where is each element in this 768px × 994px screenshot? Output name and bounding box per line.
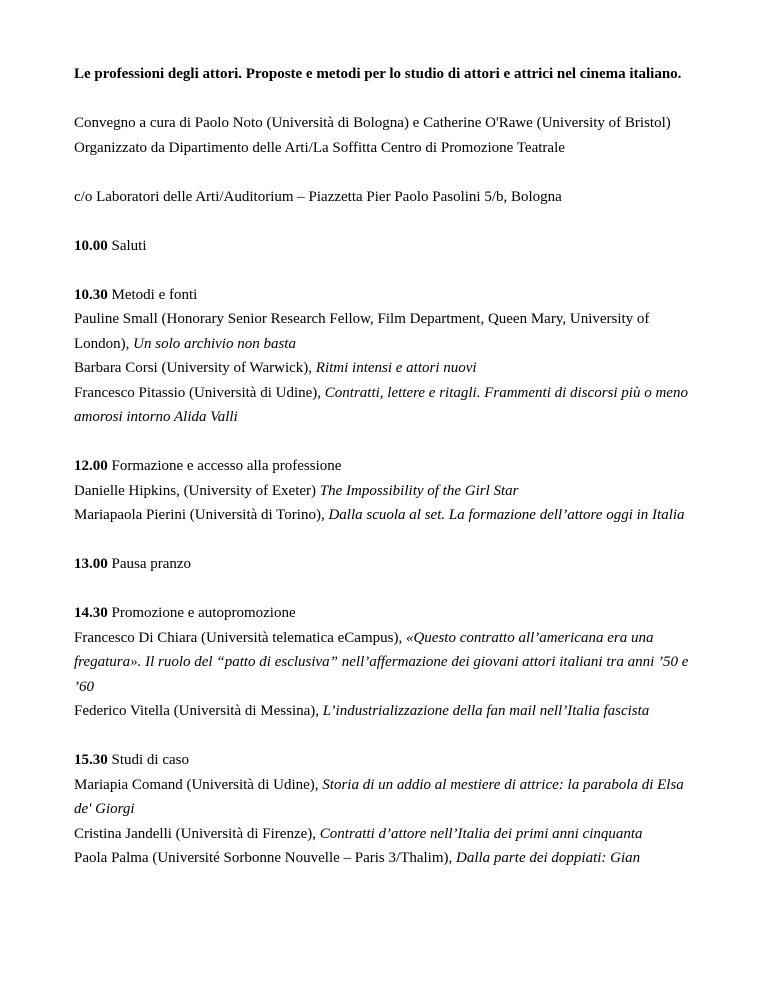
talk-speaker: Federico Vitella (Università di Messina),	[74, 703, 323, 719]
talk-speaker: Mariapia Comand (Università di Udine),	[74, 776, 323, 793]
talk-speaker: Pauline Small (Honorary Senior Research Fellow, Film Department, Queen Mary, University of London),	[74, 311, 650, 352]
talk-title: «Questo contratto all’americana era una fregatura». Il ruolo del “patto di esclusiva” nell’affermazione dei giovani attori italiani tra anni ’50 e ’60	[74, 629, 689, 695]
organizer-line: Convegno a cura di Paolo Noto (Università di Bologna) e Catherine O'Rawe (University of Bristol)	[74, 115, 671, 131]
talk-title: Un solo archivio non basta	[133, 335, 296, 352]
session-heading	[74, 454, 694, 479]
session-time: 10.00	[74, 237, 108, 254]
talk-speaker: Francesco Pitassio (Università di Udine),	[74, 384, 325, 401]
talk-speaker: Danielle Hipkins, (University of Exeter)	[74, 482, 320, 499]
session-label: Saluti	[107, 237, 147, 254]
session-heading	[74, 601, 694, 626]
talk-entry	[74, 773, 694, 822]
session-label: Studi di caso	[107, 752, 189, 768]
talk-title: Storia di un addio al mestiere di attrice: la parabola di Elsa de' Giorgi	[74, 776, 684, 817]
document-title: Le professioni degli attori. Proposte e metodi per lo studio di attori e attrici nel cinema italiano.	[74, 66, 682, 82]
session-time: 10.30	[74, 286, 108, 303]
talk-entry	[74, 356, 694, 381]
talk-title: The Impossibility of the Girl Star	[319, 482, 519, 499]
talk-title: Dalla parte dei doppiati: Gian	[456, 850, 641, 866]
session-heading	[74, 283, 694, 308]
talk-speaker: Cristina Jandelli (Università di Firenze),	[74, 825, 320, 842]
talk-speaker: Barbara Corsi (University of Warwick),	[74, 360, 316, 376]
talk-speaker: Paola Palma (Université Sorbonne Nouvelle – Paris 3/Thalim),	[74, 850, 457, 866]
talk-entry	[74, 307, 694, 356]
talk-speaker: Francesco Di Chiara (Università telematica eCampus),	[74, 629, 406, 646]
session-heading	[74, 234, 694, 259]
session-time: 12.00	[74, 458, 108, 474]
venue-line: c/o Laboratori delle Arti/Auditorium – Piazzetta Pier Paolo Pasolini 5/b, Bologna	[74, 188, 562, 205]
session-time: 15.30	[74, 752, 108, 768]
talk-title: Ritmi intensi e attori nuovi	[315, 360, 477, 376]
talk-entry	[74, 381, 694, 430]
talk-entry	[74, 479, 694, 504]
talk-entry	[74, 846, 694, 871]
organizer-line: Organizzato da Dipartimento delle Arti/La Soffitta Centro di Promozione Teatrale	[74, 139, 565, 156]
session-time: 13.00	[74, 556, 108, 572]
session-label: Metodi e fonti	[107, 286, 198, 303]
session-label: Formazione e accesso alla professione	[107, 458, 342, 474]
document-body	[74, 62, 694, 871]
talk-title: Contratti d’attore nell’Italia dei primi anni cinquanta	[319, 825, 643, 842]
session-heading	[74, 748, 694, 773]
talk-entry	[74, 822, 694, 847]
talk-title: Contratti, lettere e ritagli. Frammenti di discorsi più o meno amorosi intorno Alida Valli	[74, 384, 688, 425]
session-time: 14.30	[74, 605, 108, 621]
talk-title: Dalla scuola al set. La formazione dell’attore oggi in Italia	[328, 507, 685, 523]
session-label: Promozione e autopromozione	[107, 605, 296, 621]
talk-entry	[74, 699, 694, 724]
talk-title: L’industrializzazione della fan mail nell’Italia fascista	[322, 703, 650, 719]
session-label: Pausa pranzo	[107, 556, 192, 572]
talk-entry	[74, 503, 694, 528]
talk-speaker: Mariapaola Pierini (Università di Torino),	[74, 507, 329, 523]
talk-entry	[74, 626, 694, 700]
session-heading	[74, 552, 694, 577]
